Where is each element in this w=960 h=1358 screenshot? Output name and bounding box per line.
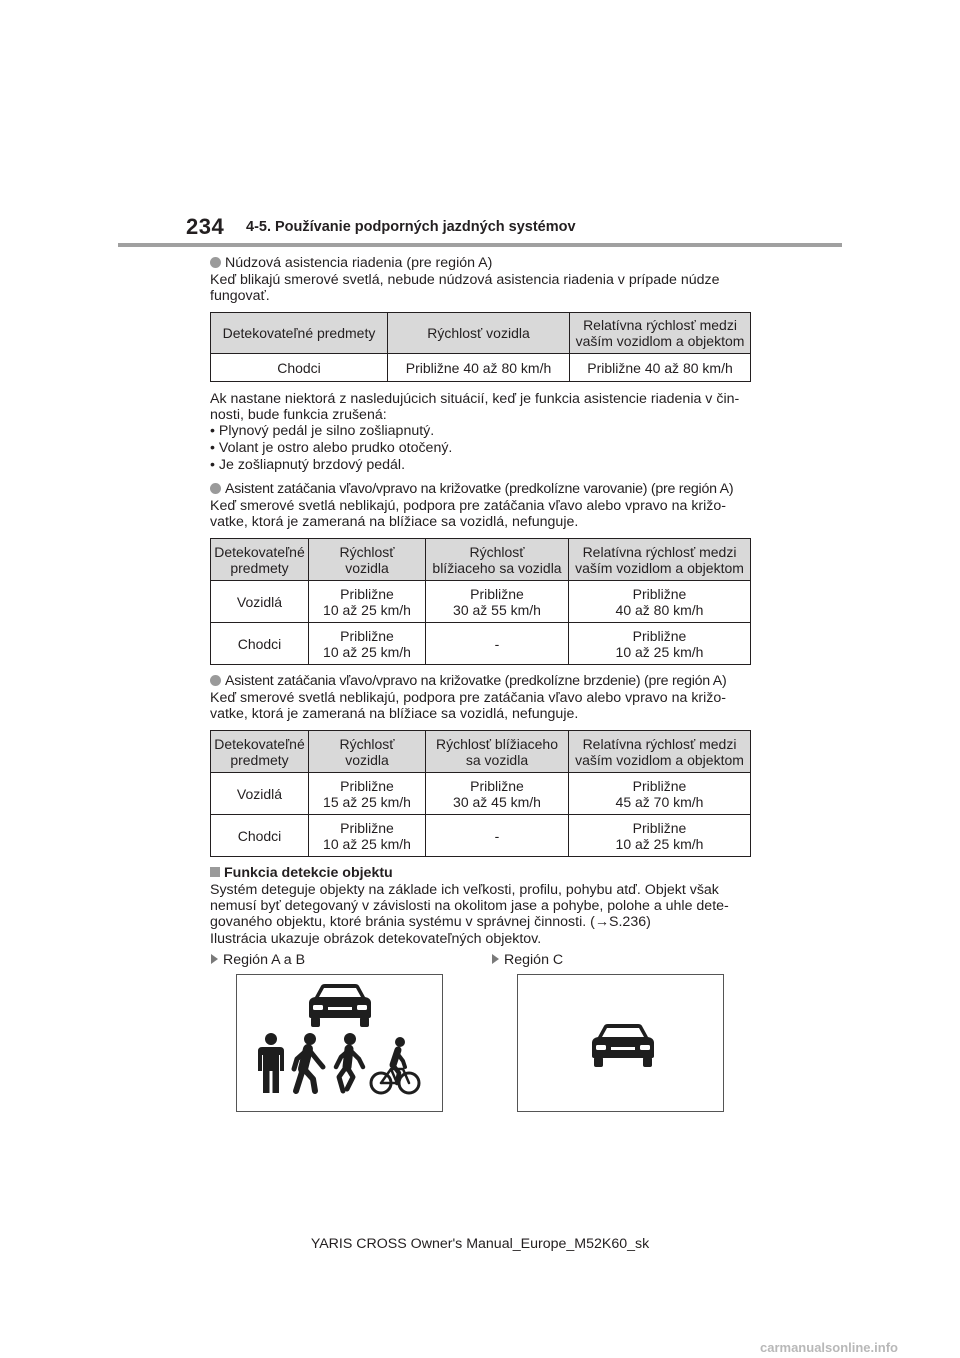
table-cell: Približne 15 až 25 km/h: [309, 773, 426, 815]
section4-text-1: Systém deteguje objekty na základe ich veľkosti, profilu, pohybu atď. Objekt však: [210, 882, 719, 898]
bullet-icon: [210, 257, 221, 268]
table-header-row: [211, 731, 751, 773]
table-header-cell: Rýchlosť blížiaceho sa vozidla: [426, 539, 569, 581]
section4-text-2: nemusí byť detegovaný v závislosti na okolitom jase a pohybe, polohe a uhle dete-: [210, 898, 729, 914]
table-cell: Približne 40 až 80 km/h: [569, 581, 751, 623]
section4-title: Funkcia detekcie objektu: [210, 865, 755, 882]
list-item: • Plynový pedál je silno zošliapnutý.: [210, 423, 435, 439]
table-header-cell: Rýchlosť vozidla: [309, 731, 426, 773]
bullet-icon: [210, 675, 221, 686]
table-row: [211, 623, 751, 665]
table-cell: Približne 10 až 25 km/h: [569, 815, 751, 857]
pedestrian-standing-icon: [258, 1033, 284, 1093]
illustration-region-c: [517, 974, 724, 1112]
section3-text-1: Keď smerové svetlá neblikajú, podpora pre zatáčania vľavo alebo vpravo na križo-: [210, 690, 727, 706]
table-cell: Vozidlá: [211, 773, 309, 815]
section4-text-4: Ilustrácia ukazuje obrázok detekovateľných objektov.: [210, 931, 542, 947]
section1-after-1: Ak nastane niektorá z nasledujúcich situácií, keď je funkcia asistencie riadenia v čin-: [210, 391, 740, 407]
chapter-title: 4-5. Používanie podporných jazdných systémov: [246, 219, 576, 235]
pedestrian-walking-icon: [294, 1033, 323, 1091]
table-header-cell: Rýchlosť vozidla: [388, 313, 570, 354]
table-header-cell: Relatívna rýchlosť medzi vaším vozidlom a objektom: [570, 313, 751, 354]
car-icon: [309, 984, 371, 1027]
table-header-row: [211, 313, 751, 354]
table-cell: Chodci: [211, 354, 388, 382]
table-row: [211, 815, 751, 857]
region-ab-label: Región A a B: [211, 952, 305, 968]
car-icon: [592, 1024, 654, 1067]
table-cell: -: [426, 815, 569, 857]
objects-illustration-c: [518, 975, 723, 1111]
table-row: [211, 354, 751, 382]
bullet-icon: [210, 483, 221, 494]
objects-illustration: [237, 975, 442, 1111]
section2-text-2: vatke, ktorá je zameraná na blížiace sa vozidlá, nefunguje.: [210, 514, 579, 530]
table-header-cell: Rýchlosť blížiaceho sa vozidla: [426, 731, 569, 773]
section3-text-2: vatke, ktorá je zameraná na blížiace sa vozidlá, nefunguje.: [210, 706, 579, 722]
table-cell: Približne 30 až 55 km/h: [426, 581, 569, 623]
table-cell: -: [426, 623, 569, 665]
section4-text-3: govaného objektu, ktoré bránia systému v správnej činnosti. (→S.236): [210, 914, 651, 930]
section2-table: [210, 538, 751, 665]
table-cell: Približne 45 až 70 km/h: [569, 773, 751, 815]
arrow-icon: [211, 954, 218, 964]
list-item: • Je zošliapnutý brzdový pedál.: [210, 457, 406, 473]
section1-text-1: Keď blikajú smerové svetlá, nebude núdzová asistencia riadenia v prípade núdze: [210, 272, 720, 288]
pedestrian-running-icon: [336, 1033, 363, 1091]
section1-table: [210, 312, 751, 382]
table-row: [211, 773, 751, 815]
region-c-label: Región C: [492, 952, 563, 968]
table-header-cell: Relatívna rýchlosť medzi vaším vozidlom a objektom: [569, 731, 751, 773]
table-header-cell: Detekovateľné predmety: [211, 731, 309, 773]
table-cell: Približne 40 až 80 km/h: [388, 354, 570, 382]
table-header-cell: Detekovateľné predmety: [211, 539, 309, 581]
arrow-icon: [492, 954, 499, 964]
footer-text: YARIS CROSS Owner's Manual_Europe_M52K60_sk: [310, 1236, 650, 1252]
table-header-row: [211, 539, 751, 581]
table-header-cell: Relatívna rýchlosť medzi vaším vozidlom a objektom: [569, 539, 751, 581]
section3-table: [210, 730, 751, 857]
cyclist-icon: [371, 1037, 419, 1093]
header-rule: [118, 243, 842, 247]
section2-text-1: Keď smerové svetlá neblikajú, podpora pre zatáčania vľavo alebo vpravo na križo-: [210, 498, 727, 514]
illustration-region-ab: [236, 974, 443, 1112]
section1-title: Núdzová asistencia riadenia (pre región A): [210, 255, 755, 272]
section2-title: Asistent zatáčania vľavo/vpravo na križovatke (predkolízne varovanie) (pre región A): [210, 481, 755, 498]
section3-title: Asistent zatáčania vľavo/vpravo na križovatke (predkolízne brzdenie) (pre región A): [210, 673, 755, 690]
table-cell: Chodci: [211, 815, 309, 857]
table-cell: Chodci: [211, 623, 309, 665]
table-cell: Približne 30 až 45 km/h: [426, 773, 569, 815]
table-cell: Približne 10 až 25 km/h: [309, 581, 426, 623]
table-header-cell: Rýchlosť vozidla: [309, 539, 426, 581]
square-bullet-icon: [210, 867, 220, 877]
table-header-cell: Detekovateľné predmety: [211, 313, 388, 354]
table-cell: Približne 40 až 80 km/h: [570, 354, 751, 382]
table-cell: Približne 10 až 25 km/h: [309, 815, 426, 857]
section1-after-2: nosti, bude funkcia zrušená:: [210, 407, 387, 423]
page-number: 234: [186, 214, 225, 239]
list-item: • Volant je ostro alebo prudko otočený.: [210, 440, 453, 456]
table-cell: Vozidlá: [211, 581, 309, 623]
section1-text-2: fungovať.: [210, 288, 270, 304]
table-cell: Približne 10 až 25 km/h: [309, 623, 426, 665]
table-cell: Približne 10 až 25 km/h: [569, 623, 751, 665]
table-row: [211, 581, 751, 623]
watermark: carmanualsonline.info: [760, 1340, 898, 1355]
